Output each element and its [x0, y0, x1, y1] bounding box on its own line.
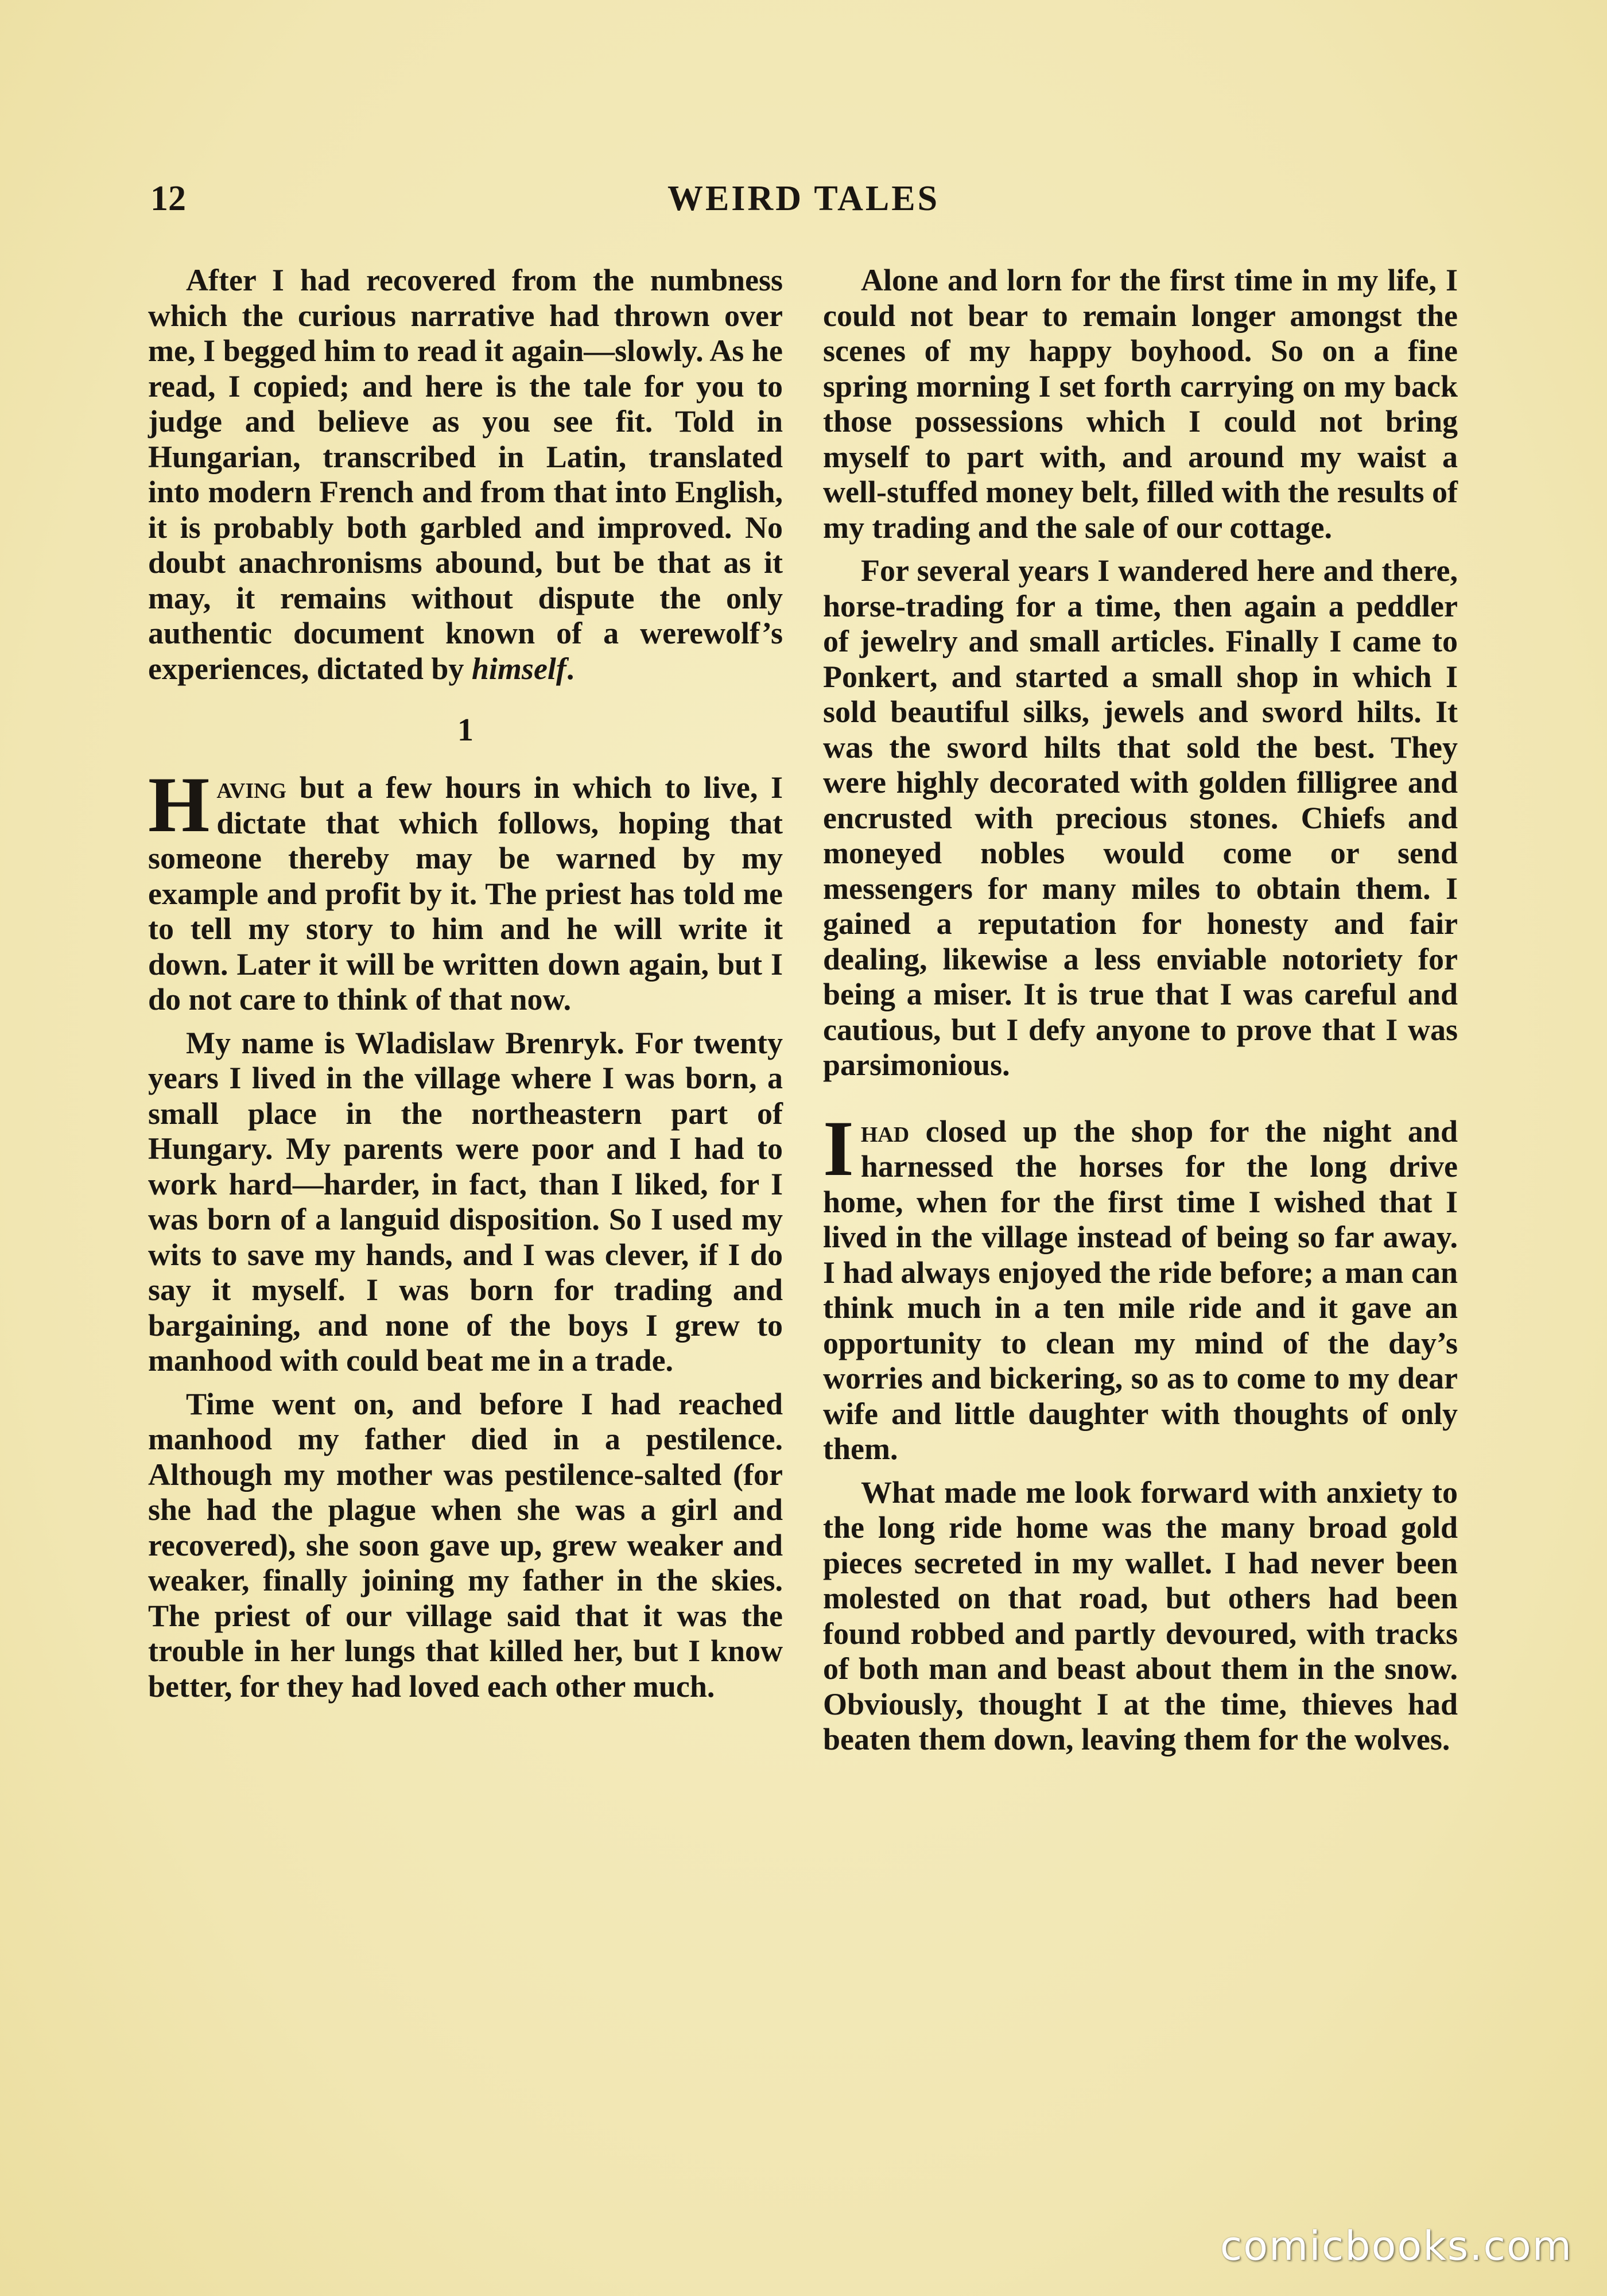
- intro-emphasis: himself: [471, 651, 566, 686]
- body-paragraph: What made me look forward with anxiety to the long ride home was the many broad gold pieces secreted in my wallet. I had never been molested on that road, but others had been found robbed and partly devoured, with tracks of both man and beast about them in the snow. Obviously, thought I at the time, thieves had beaten them down, leaving them for the wolves.: [823, 1475, 1458, 1756]
- opening-small-caps: had: [860, 1114, 910, 1149]
- body-paragraph: For several years I wandered here and there, horse-trading for a time, then again a peddler of jewelry and small articles. Finally I came to Ponkert, and started a small shop in which I sold beautiful silks, jewels and sword hilts. It was the sword hilts that sold the best. They were highly decorated with golden filligree and encrusted with precious stones. Chiefs and moneyed nobles would come or send messengers for many miles to obtain them. I gained a reputation for honesty and fair dealing, likewise a less enviable notoriety for being a miser. It is true that I was careful and cautious, but I defy anyone to prove that I was parsimonious.: [823, 553, 1458, 1082]
- intro-text-end: .: [566, 651, 575, 686]
- body-paragraph: My name is Wladislaw Brenryk. For twenty years I lived in the village where I was born, a small place in the northeastern part of Hungary. My parents were poor and I had to work hard—harder, in fact, than I liked, for I was born of a languid disposition. So I used my wits to save my hands, and I was clever, if I do say it myself. I was born for trading and bargaining, and none of the boys I grew to manhood with could beat me in a trade.: [148, 1025, 783, 1378]
- opening-text: but a few hours in which to live, I dictate that which follows, hoping that someone thereby may be warned by my example and profit by it. The priest has told me to tell my story to him and he will write it down. Later it will be written down again, but I do not care to think of that now.: [148, 770, 783, 1017]
- running-head: WEIRD TALES: [667, 179, 940, 218]
- right-column: [823, 263, 1458, 1766]
- drop-cap: I: [823, 1104, 854, 1192]
- watermark: comicbooks.com: [1220, 2223, 1573, 2270]
- body-paragraph: Alone and lorn for the first time in my life, I could not bear to remain longer amongst the scenes of my happy boyhood. So on a fine spring morning I set forth carrying on my back those possessions which I could not bring myself to part with, and around my waist a well-stuffed money belt, filled with the results of my trading and the sale of our cottage.: [823, 263, 1458, 545]
- intro-paragraph: [148, 263, 783, 687]
- page-number: 12: [150, 179, 186, 218]
- section-1-opening-paragraph: [148, 761, 783, 1018]
- left-column: [148, 263, 783, 1712]
- opening-text: closed up the shop for the night and harnessed the horses for the long drive home, when for the first time I wished that I lived in the village instead of being so far away. I had always enjoyed the ride before; a man can think much in a ten mile ride and it gave an opportunity to clean my mind of the day’s worries and bickering, so as to come to my dear wife and little daughter with thoughts of only them.: [823, 1114, 1458, 1466]
- section-2-opening-paragraph: [823, 1104, 1458, 1467]
- body-paragraph: Time went on, and before I had reached manhood my father died in a pestilence. Although my mother was pestilence-salted (for she had the plague when she was a girl and recovered), she soon gave up, grew weaker and weaker, finally joining my father in the skies. The priest of our village said that it was the trouble in her lungs that killed her, but I know better, for they had loved each other much.: [148, 1386, 783, 1704]
- opening-small-caps: aving: [216, 770, 287, 805]
- section-gap: [823, 1091, 1458, 1114]
- intro-text: After I had recovered from the numbness which the curious narrative had thrown over me, I begged him to read it again—slowly. As he read, I copied; and here is the tale for you to judge and believe as you see fit. Told in Hungarian, transcribed in Latin, translated into modern French and from that into English, it is probably both garbled and improved. No doubt anachronisms abound, but be that as it may, it remains without dispute the only authentic document known of a werewolf’s experiences, dictated by: [148, 263, 783, 686]
- section-number: 1: [457, 712, 473, 748]
- drop-cap: H: [148, 761, 210, 848]
